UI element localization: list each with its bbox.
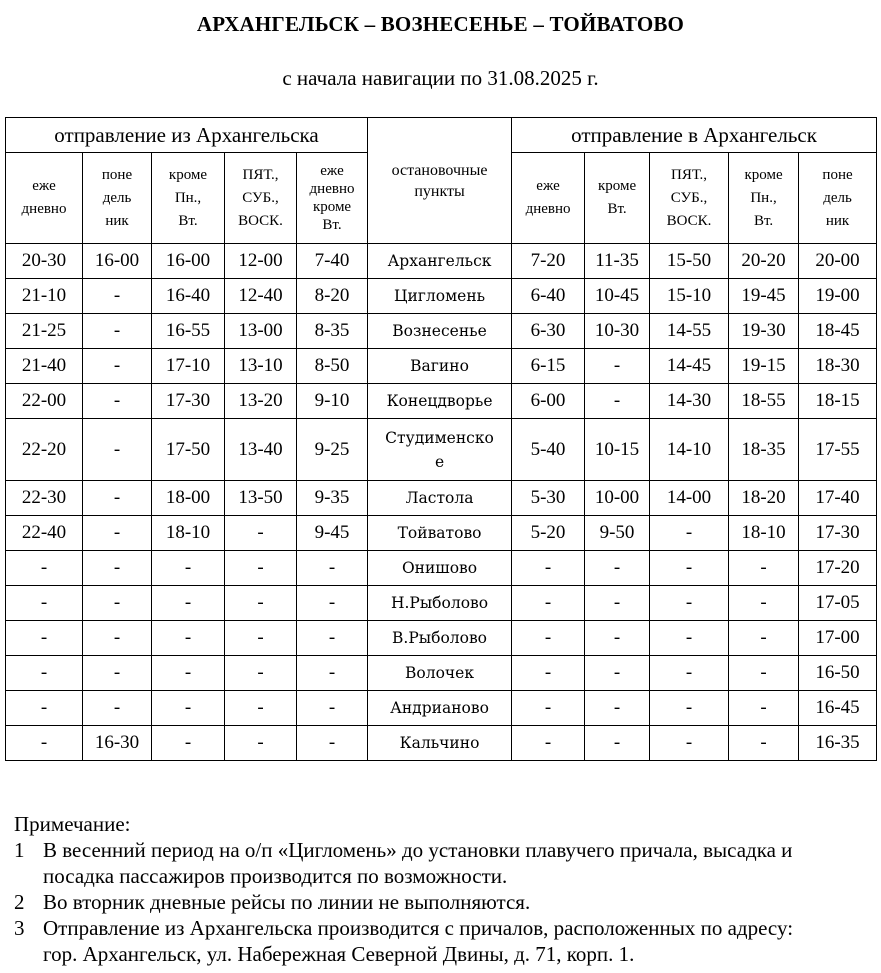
from-column-header-line: дневно	[309, 181, 355, 197]
departure-from-cell: 21-40	[6, 349, 83, 384]
departure-to-cell: -	[585, 586, 650, 621]
to-column-header	[650, 153, 729, 244]
table-row	[6, 481, 877, 516]
departure-from-cell: -	[6, 656, 83, 691]
stop-name-cell	[368, 314, 512, 349]
departure-to-cell: 18-15	[799, 384, 877, 419]
departure-from-cell: -	[297, 551, 368, 586]
note-line: Отправление из Архангельска производится с причалов, расположенных по адресу:	[43, 916, 794, 940]
departure-to-cell: 16-35	[799, 726, 877, 761]
departure-from-cell: 18-10	[152, 516, 225, 551]
departure-from-cell: 18-00	[152, 481, 225, 516]
departure-to-cell: -	[512, 586, 585, 621]
departure-from-cell: 12-00	[225, 244, 297, 279]
from-column-header-line: ВОСК.	[238, 212, 283, 229]
group-header-row	[6, 118, 877, 153]
departure-from-cell: 21-10	[6, 279, 83, 314]
table-row	[6, 279, 877, 314]
departure-from-cell: -	[83, 586, 152, 621]
departure-to-cell: 18-20	[729, 481, 799, 516]
departure-to-cell: -	[585, 349, 650, 384]
departure-from-cell: -	[225, 656, 297, 691]
note-text	[43, 889, 874, 915]
stop-name-cell	[368, 419, 512, 481]
departure-to-cell: 20-00	[799, 244, 877, 279]
to-column-header-line: Вт.	[753, 212, 774, 229]
table-row	[6, 349, 877, 384]
departure-from-cell: -	[83, 621, 152, 656]
departure-to-cell: 18-45	[799, 314, 877, 349]
departure-to-cell: -	[512, 621, 585, 656]
departure-to-cell: 5-40	[512, 419, 585, 481]
departure-from-cell: 17-50	[152, 419, 225, 481]
stop-name-line: Н.Рыболово	[390, 594, 489, 612]
departure-from-cell: 16-00	[83, 244, 152, 279]
departure-from-cell: -	[225, 726, 297, 761]
departure-from-cell: -	[152, 586, 225, 621]
departure-to-cell: -	[512, 551, 585, 586]
table-row	[6, 384, 877, 419]
departure-to-cell: -	[650, 691, 729, 726]
departure-to-cell: 10-15	[585, 419, 650, 481]
departure-from-cell: 22-00	[6, 384, 83, 419]
departure-from-cell: -	[83, 314, 152, 349]
from-column-header-line: еже	[32, 178, 56, 194]
departure-from-cell: -	[297, 586, 368, 621]
stop-name-cell	[368, 481, 512, 516]
departure-to-cell: -	[729, 551, 799, 586]
table-row	[6, 691, 877, 726]
to-column-header-line: ВОСК.	[666, 212, 712, 229]
table-row	[6, 726, 877, 761]
stops-header	[368, 118, 512, 244]
departure-from-cell: -	[83, 656, 152, 691]
departure-to-cell: 17-20	[799, 551, 877, 586]
from-column-header-line: ПЯТ.,	[242, 166, 279, 183]
departure-to-cell: 14-45	[650, 349, 729, 384]
departure-to-cell: -	[512, 691, 585, 726]
table-row	[6, 551, 877, 586]
departure-from-cell: -	[6, 621, 83, 656]
departure-from-cell: -	[225, 621, 297, 656]
departure-to-cell: -	[512, 726, 585, 761]
stop-name-line: Онишово	[401, 559, 478, 577]
from-column-header	[225, 153, 297, 244]
from-column-header-line: СУБ.,	[242, 189, 279, 206]
departure-from-cell: -	[83, 419, 152, 481]
departure-to-cell: 14-30	[650, 384, 729, 419]
to-column-header-line: дневно	[525, 201, 571, 217]
departure-to-cell: -	[650, 551, 729, 586]
departure-to-cell: -	[585, 691, 650, 726]
notes-list	[14, 837, 874, 967]
note-text	[43, 837, 874, 889]
stops-header-text: остановочные пункты	[391, 161, 488, 200]
departure-to-cell: -	[729, 656, 799, 691]
table-row	[6, 621, 877, 656]
departure-to-cell: 19-30	[729, 314, 799, 349]
departure-to-cell: 7-20	[512, 244, 585, 279]
departure-from-cell: 8-35	[297, 314, 368, 349]
departure-to-cell: 19-00	[799, 279, 877, 314]
to-arkhangelsk-header: отправление в Архангельск	[512, 118, 877, 153]
to-column-header	[729, 153, 799, 244]
departure-from-cell: -	[83, 481, 152, 516]
departure-from-cell: -	[83, 384, 152, 419]
departure-to-cell: -	[585, 656, 650, 691]
to-column-header-line: поне	[822, 166, 853, 183]
stop-name-cell	[368, 551, 512, 586]
to-column-header	[799, 153, 877, 244]
to-column-header-line: ПЯТ.,	[671, 166, 708, 183]
departure-from-cell: 16-00	[152, 244, 225, 279]
departure-to-cell: 19-45	[729, 279, 799, 314]
departure-from-cell: -	[152, 656, 225, 691]
to-column-header-line: дель	[823, 189, 852, 206]
to-column-header	[512, 153, 585, 244]
stop-name-cell	[368, 244, 512, 279]
stop-name-cell	[368, 516, 512, 551]
departure-from-cell: -	[152, 551, 225, 586]
notes-heading: Примечание:	[14, 812, 131, 836]
departure-from-cell: -	[83, 516, 152, 551]
departure-to-cell: -	[650, 516, 729, 551]
departure-from-cell: -	[83, 279, 152, 314]
from-column-header-line: дневно	[21, 201, 67, 217]
from-column-header-line: Вт.	[322, 217, 342, 233]
from-arkhangelsk-header: отправление из Архангельска	[6, 118, 368, 153]
stop-name-line: В.Рыболово	[392, 629, 488, 647]
departure-from-cell: 13-40	[225, 419, 297, 481]
departure-to-cell: 15-10	[650, 279, 729, 314]
departure-from-cell: -	[297, 691, 368, 726]
departure-to-cell: 16-50	[799, 656, 877, 691]
departure-to-cell: -	[650, 586, 729, 621]
to-column-header-line: кроме	[744, 166, 783, 183]
schedule-body	[6, 244, 877, 761]
note-number: 3	[14, 916, 25, 940]
departure-to-cell: 17-55	[799, 419, 877, 481]
departure-to-cell: 14-00	[650, 481, 729, 516]
from-column-header	[6, 153, 83, 244]
departure-from-cell: 22-40	[6, 516, 83, 551]
departure-to-cell: 18-30	[799, 349, 877, 384]
departure-to-cell: 17-05	[799, 586, 877, 621]
departure-from-cell: 9-45	[297, 516, 368, 551]
departure-to-cell: -	[650, 621, 729, 656]
stop-name-line: е	[434, 452, 445, 471]
departure-to-cell: 6-30	[512, 314, 585, 349]
departure-from-cell: -	[225, 516, 297, 551]
departure-from-cell: 16-40	[152, 279, 225, 314]
departure-from-cell: 7-40	[297, 244, 368, 279]
departure-to-cell: 6-15	[512, 349, 585, 384]
departure-from-cell: 9-10	[297, 384, 368, 419]
to-column-header-line: Вт.	[607, 201, 627, 217]
departure-from-cell: 13-00	[225, 314, 297, 349]
departure-from-cell: -	[152, 726, 225, 761]
departure-to-cell: -	[650, 656, 729, 691]
to-column-header-line: Пн.,	[750, 189, 777, 206]
departure-to-cell: 17-40	[799, 481, 877, 516]
stop-name-line: Вознесенье	[392, 322, 487, 340]
departure-from-cell: 8-20	[297, 279, 368, 314]
notes-section	[14, 811, 874, 967]
departure-to-cell: 15-50	[650, 244, 729, 279]
departure-to-cell: 11-35	[585, 244, 650, 279]
stop-name-line: Архангельск	[387, 252, 492, 270]
note-item	[14, 915, 874, 967]
stop-name-cell	[368, 384, 512, 419]
departure-from-cell: 16-55	[152, 314, 225, 349]
departure-from-cell: -	[152, 691, 225, 726]
stop-name-cell	[368, 726, 512, 761]
note-line: Во вторник дневные рейсы по линии не выполняются.	[43, 890, 531, 914]
note-line: гор. Архангельск, ул. Набережная Северной Двины, д. 71, корп. 1.	[43, 942, 635, 966]
departure-from-cell: -	[6, 726, 83, 761]
departure-from-cell: -	[83, 551, 152, 586]
stop-name-line: Вагино	[410, 357, 469, 375]
to-column-header-line: кроме	[597, 178, 637, 194]
departure-to-cell: 17-00	[799, 621, 877, 656]
departure-from-cell: 13-20	[225, 384, 297, 419]
departure-to-cell: -	[512, 656, 585, 691]
departure-from-cell: 20-30	[6, 244, 83, 279]
departure-from-cell: -	[225, 551, 297, 586]
departure-to-cell: 9-50	[585, 516, 650, 551]
stop-name-cell	[368, 691, 512, 726]
stop-name-cell	[368, 349, 512, 384]
departure-from-cell: -	[6, 691, 83, 726]
table-row	[6, 314, 877, 349]
from-column-header-line: кроме	[168, 166, 208, 183]
departure-from-cell: -	[297, 621, 368, 656]
departure-to-cell: 20-20	[729, 244, 799, 279]
departure-from-cell: 21-25	[6, 314, 83, 349]
table-row	[6, 516, 877, 551]
departure-to-cell: -	[585, 384, 650, 419]
to-column-header-line: СУБ.,	[670, 189, 708, 206]
departure-to-cell: 18-10	[729, 516, 799, 551]
stop-name-line: Андрианово	[390, 699, 489, 717]
departure-to-cell: 10-45	[585, 279, 650, 314]
departure-to-cell: 18-55	[729, 384, 799, 419]
from-column-header-line: Вт.	[178, 212, 198, 229]
departure-to-cell: -	[729, 621, 799, 656]
to-column-header-line: еже	[536, 178, 560, 194]
from-column-header-line: ник	[105, 212, 129, 229]
stop-name-cell	[368, 621, 512, 656]
departure-from-cell: 12-40	[225, 279, 297, 314]
stop-name-cell	[368, 656, 512, 691]
note-text	[43, 915, 874, 967]
note-number: 2	[14, 890, 25, 914]
departure-to-cell: 5-30	[512, 481, 585, 516]
departure-from-cell: -	[83, 349, 152, 384]
departure-from-cell: -	[152, 621, 225, 656]
departure-from-cell: 13-10	[225, 349, 297, 384]
departure-from-cell: -	[225, 586, 297, 621]
departure-to-cell: 5-20	[512, 516, 585, 551]
departure-from-cell: -	[225, 691, 297, 726]
stop-name-line: Конецдворье	[386, 392, 493, 410]
departure-from-cell: 22-20	[6, 419, 83, 481]
stop-name-line: Кальчино	[399, 734, 480, 752]
from-column-header	[83, 153, 152, 244]
stop-name-line: Волочек	[405, 664, 475, 682]
note-item	[14, 889, 874, 915]
departure-from-cell: 13-50	[225, 481, 297, 516]
departure-from-cell: 9-35	[297, 481, 368, 516]
departure-to-cell: -	[585, 551, 650, 586]
departure-to-cell: -	[585, 621, 650, 656]
stop-name-line: Цигломень	[393, 287, 486, 305]
schedule-title: АРХАНГЕЛЬСК – ВОЗНЕСЕНЬЕ – ТОЙВАТОВО	[196, 12, 685, 36]
departure-to-cell: 18-35	[729, 419, 799, 481]
from-column-header-line: Пн.,	[174, 189, 202, 206]
schedule-table	[5, 117, 877, 761]
from-column-header-line: поне	[101, 166, 133, 183]
departure-to-cell: 10-00	[585, 481, 650, 516]
note-line: посадка пассажиров производится по возможности.	[43, 864, 508, 888]
note-item	[14, 837, 874, 889]
stop-name-line: Тойватово	[397, 524, 482, 542]
departure-to-cell: -	[650, 726, 729, 761]
stop-name-line: Ластола	[405, 489, 474, 507]
from-column-header	[297, 153, 368, 244]
departure-to-cell: -	[585, 726, 650, 761]
departure-from-cell: -	[6, 586, 83, 621]
departure-from-cell: -	[297, 726, 368, 761]
departure-from-cell: 16-30	[83, 726, 152, 761]
departure-to-cell: 14-55	[650, 314, 729, 349]
schedule-subtitle: с начала навигации по 31.08.2025 г.	[282, 66, 599, 90]
departure-to-cell: 10-30	[585, 314, 650, 349]
table-row	[6, 419, 877, 481]
departure-from-cell: 22-30	[6, 481, 83, 516]
departure-to-cell: 17-30	[799, 516, 877, 551]
stop-name-cell	[368, 586, 512, 621]
departure-to-cell: -	[729, 586, 799, 621]
stop-name-cell	[368, 279, 512, 314]
departure-from-cell: 17-30	[152, 384, 225, 419]
departure-to-cell: 19-15	[729, 349, 799, 384]
departure-to-cell: -	[729, 726, 799, 761]
table-row	[6, 586, 877, 621]
to-column-header-line: ник	[825, 212, 850, 229]
note-number: 1	[14, 838, 25, 862]
from-column-header-line: кроме	[312, 199, 352, 215]
departure-to-cell: 14-10	[650, 419, 729, 481]
from-column-header-line: еже	[320, 163, 344, 179]
departure-from-cell: -	[83, 691, 152, 726]
to-column-header	[585, 153, 650, 244]
departure-to-cell: -	[729, 691, 799, 726]
departure-from-cell: -	[297, 656, 368, 691]
from-column-header	[152, 153, 225, 244]
departure-to-cell: 6-00	[512, 384, 585, 419]
table-row	[6, 244, 877, 279]
departure-from-cell: 8-50	[297, 349, 368, 384]
note-line: В весенний период на о/п «Цигломень» до установки плавучего причала, высадка и	[43, 838, 793, 862]
from-column-header-line: дель	[102, 189, 132, 206]
departure-to-cell: 6-40	[512, 279, 585, 314]
table-row	[6, 656, 877, 691]
stop-name-line: Студименско	[385, 428, 494, 447]
departure-from-cell: -	[6, 551, 83, 586]
departure-to-cell: 16-45	[799, 691, 877, 726]
departure-from-cell: 9-25	[297, 419, 368, 481]
departure-from-cell: 17-10	[152, 349, 225, 384]
